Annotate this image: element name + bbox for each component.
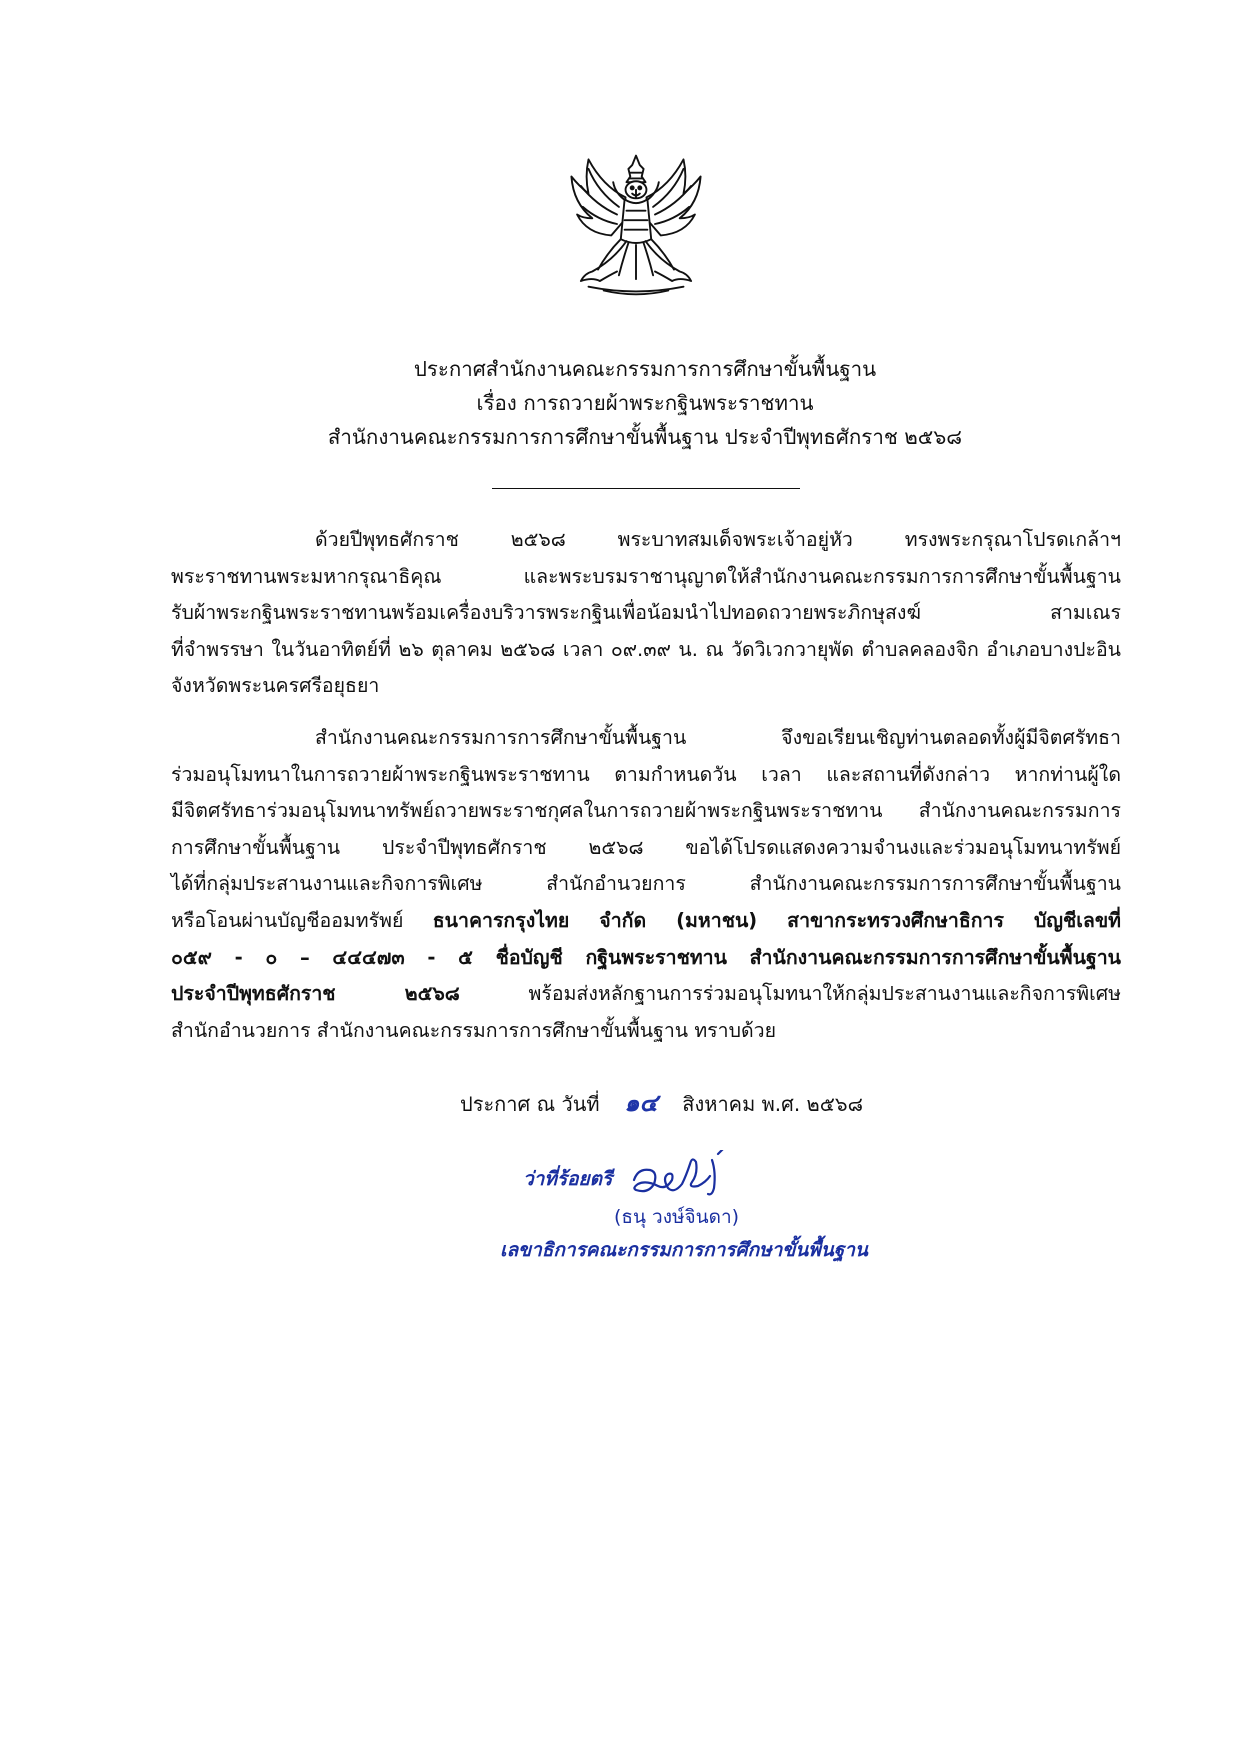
header-divider [492, 488, 800, 489]
paragraph-1-line: รับผ้าพระกฐินพระราชทานพร้อมเครื่องบริวารพระกฐินเพื่อน้อมนำไปทอดถวายพระภิกษุสงฆ์ สามเณร [171, 601, 1121, 625]
date-prefix: ประกาศ ณ วันที่ [460, 1092, 600, 1116]
handwritten-signature [628, 1150, 738, 1210]
bank-account-line [171, 903, 1121, 940]
signer-title: เลขาธิการคณะกรรมการการศึกษาขั้นพื้นฐาน [500, 1239, 868, 1261]
announcement-header [160, 352, 1130, 454]
date-suffix: สิงหาคม พ.ศ. ๒๕๖๘ [682, 1092, 863, 1116]
account-type-text: หรือโอนผ่านบัญชีออมทรัพย์ [171, 908, 404, 932]
signer-name: (ธนุ วงษ์จินดา) [614, 1206, 740, 1228]
handwritten-day: ๑๔ [624, 1089, 658, 1117]
paragraph-1-line: ด้วยปีพุทธศักราช ๒๕๖๘ พระบาทสมเด็จพระเจ้าอยู่หัว ทรงพระกรุณาโปรดเกล้าฯ [315, 528, 1121, 551]
paragraph-2-line [171, 976, 1121, 1013]
paragraph-2-line: สำนักอำนวยการ สำนักงานคณะกรรมการการศึกษาขั้นพื้นฐาน ทราบด้วย [171, 1018, 777, 1042]
announcement-title: ประกาศสำนักงานคณะกรรมการการศึกษาขั้นพื้นฐาน [413, 357, 877, 381]
paragraph-1-line: จังหวัดพระนครศรีอยุธยา [171, 674, 380, 698]
paragraph-1-line: ที่จำพรรษา ในวันอาทิตย์ที่ ๒๖ ตุลาคม ๒๕๖๘ เวลา ๐๙.๓๙ น. ณ วัดวิเวกวายุพัด ตำบลคลองจิก อำเภอบางปะอิน [171, 637, 1121, 661]
announcement-date [460, 1083, 863, 1122]
paragraph-2-line: การศึกษาขั้นพื้นฐาน ประจำปีพุทธศักราช ๒๕๖๘ ขอได้โปรดแสดงความจำนงและร่วมอนุโมทนาทรัพย์ [171, 835, 1121, 859]
garuda-emblem-icon [560, 148, 712, 300]
evidence-instruction-text: พร้อมส่งหลักฐานการร่วมอนุโมทนาให้กลุ่มประสานงานและกิจการพิเศษ [528, 982, 1122, 1006]
signature-block [490, 1150, 930, 1270]
paragraph-1 [171, 522, 1121, 705]
bank-name-text: ธนาคารกรุงไทย จำกัด (มหาชน) สาขากระทรวงศึกษาธิการ บัญชีเลขที่ [432, 908, 1121, 932]
paragraph-2-line: สำนักงานคณะกรรมการการศึกษาขั้นพื้นฐาน จึงขอเรียนเชิญท่านตลอดทั้งผู้มีจิตศรัทธา [315, 726, 1121, 749]
account-year-text: ประจำปีพุทธศักราช ๒๕๖๘ [171, 982, 460, 1006]
announcement-subtitle: สำนักงานคณะกรรมการการศึกษาขั้นพื้นฐาน ประจำปีพุทธศักราช ๒๕๖๘ [327, 425, 963, 449]
announcement-subject: เรื่อง การถวายผ้าพระกฐินพระราชทาน [476, 391, 814, 415]
signer-rank: ว่าที่ร้อยตรี [523, 1168, 613, 1190]
paragraph-1-line: พระราชทานพระมหากรุณาธิคุณ และพระบรมราชานุญาตให้สำนักงานคณะกรรมการการศึกษาขั้นพื้นฐาน [171, 564, 1121, 588]
account-number-line: ๐๕๙ - ๐ – ๔๔๔๗๓ - ๕ ชื่อบัญชี กฐินพระราชทาน สำนักงานคณะกรรมการการศึกษาขั้นพื้นฐาน [171, 945, 1121, 969]
paragraph-2-line: ร่วมอนุโมทนาในการถวายผ้าพระกฐินพระราชทาน ตามกำหนดวัน เวลา และสถานที่ดังกล่าว หากท่านผู้ใด [171, 762, 1121, 786]
paragraph-2 [171, 720, 1121, 1049]
paragraph-2-line: มีจิตศรัทธาร่วมอนุโมทนาทรัพย์ถวายพระราชกุศลในการถวายผ้าพระกฐินพระราชทาน สำนักงานคณะกรรมการ [171, 799, 1121, 823]
paragraph-2-line: ได้ที่กลุ่มประสานงานและกิจการพิเศษ สำนักอำนวยการ สำนักงานคณะกรรมการการศึกษาขั้นพื้นฐาน [171, 872, 1121, 896]
